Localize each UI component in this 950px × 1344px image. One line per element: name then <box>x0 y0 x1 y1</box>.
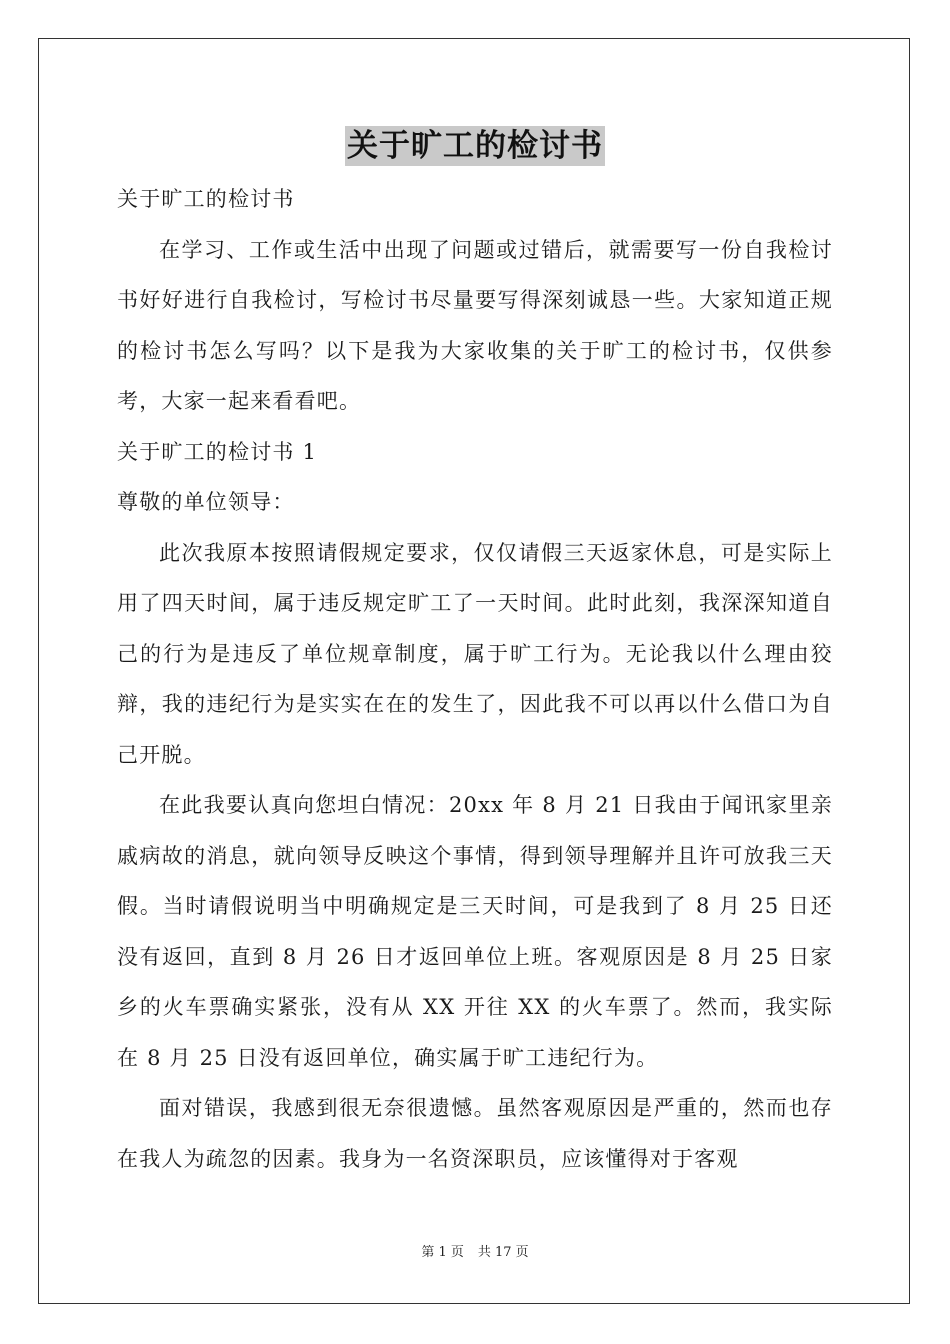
subtitle: 关于旷工的检讨书 <box>117 187 295 211</box>
salutation: 尊敬的单位领导： <box>117 490 295 514</box>
page-footer <box>0 1244 950 1262</box>
body-paragraph: 面对错误，我感到很无奈很遗憾。虽然客观原因是严重的，然而也存在我人为疏忽的因素。我身为一名资深职员，应该懂得对于客观 <box>117 1096 833 1171</box>
page-number: 第 1 页 <box>421 1245 464 1260</box>
intro-paragraph: 在学习、工作或生活中出现了问题或过错后，就需要写一份自我检讨书好好进行自我检讨，写检讨书尽量要写得深刻诚恳一些。大家知道正规的检讨书怎么写吗？以下是我为大家收集的关于旷工的检讨书，仅供参考，大家一起来看看吧。 <box>117 237 833 413</box>
body-paragraph: 此次我原本按照请假规定要求，仅仅请假三天返家休息，可是实际上用了四天时间，属于违反规定旷工了一天时间。此时此刻，我深深知道自己的行为是违反了单位规章制度，属于旷工行为。无论我以什么理由狡辩，我的违纪行为是实实在在的发生了，因此我不可以再以什么借口为自己开脱。 <box>117 540 833 767</box>
document-body <box>117 174 833 1184</box>
section-heading: 关于旷工的检讨书 1 <box>117 439 318 464</box>
page-total: 共 17 页 <box>477 1245 529 1260</box>
document-title: 关于旷工的检讨书 <box>347 128 603 164</box>
title-container <box>0 126 950 166</box>
body-paragraph: 在此我要认真向您坦白情况：20xx 年 8 月 21 日我由于闻讯家里亲戚病故的消息，就向领导反映这个事情，得到领导理解并且许可放我三天假。当时请假说明当中明确规定是三天时间，可是我到了 8 月 25 日还没有返回，直到 8 月 26 日才返回单位上班。客观原因是 8 月 25 日家乡的火车票确实紧张，没有从 XX 开往 XX 的火车票了。然而，我实际在 8 月 25 日没有返回单位，确实属于旷工违纪行为。 <box>117 793 833 1070</box>
